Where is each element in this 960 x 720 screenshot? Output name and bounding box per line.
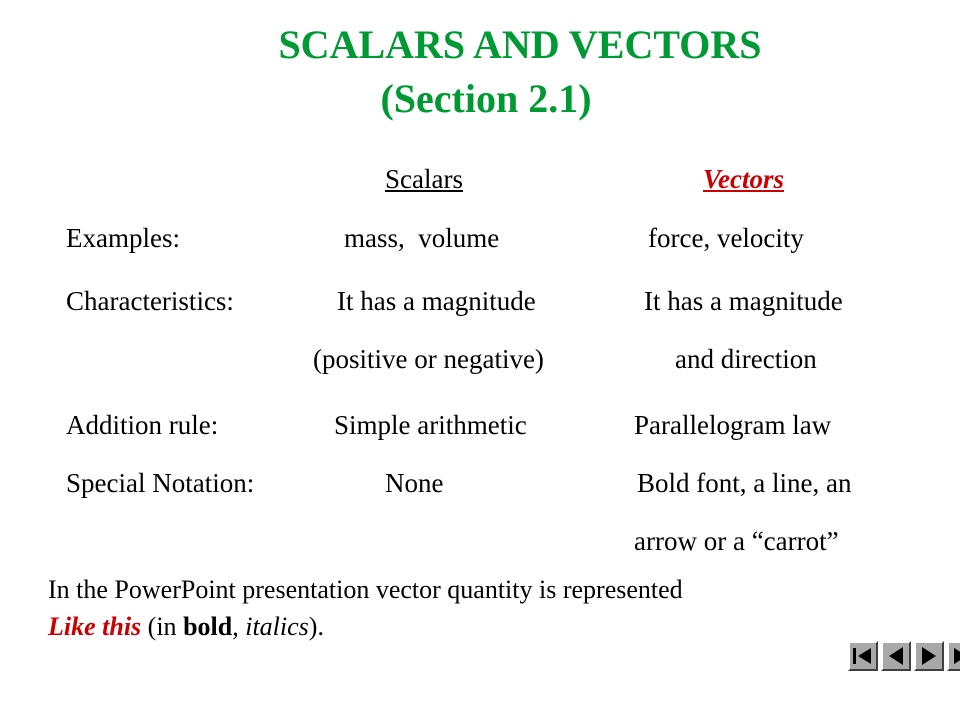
characteristics-vector-line1: It has a magnitude bbox=[644, 286, 843, 316]
characteristics-scalar-line1: It has a magnitude bbox=[337, 286, 536, 316]
addition-label: Addition rule: bbox=[66, 410, 219, 440]
slide-navigation bbox=[848, 641, 960, 671]
examples-scalar: mass, volume bbox=[344, 223, 500, 253]
examples-vector: force, velocity bbox=[648, 223, 804, 253]
addition-vector: Parallelogram law bbox=[634, 410, 832, 440]
characteristics-vector-line2: and direction bbox=[675, 344, 817, 374]
note-bold-word: bold bbox=[183, 612, 233, 641]
notation-vector-line1: Bold font, a line, an bbox=[637, 468, 852, 498]
section-subtitle: (Section 2.1) bbox=[380, 76, 592, 121]
notation-scalar: None bbox=[385, 468, 444, 498]
like-this-example: Like this bbox=[48, 612, 142, 641]
notation-vector-line2: arrow or a “carrot” bbox=[634, 526, 839, 556]
note-in-open: (in bbox=[141, 612, 184, 641]
last-icon bbox=[950, 645, 960, 667]
characteristics-label: Characteristics: bbox=[66, 286, 234, 316]
first-slide-button[interactable] bbox=[848, 641, 878, 671]
page-title: SCALARS AND VECTORS bbox=[278, 22, 762, 67]
note-comma: , bbox=[232, 612, 246, 641]
scalars-header: Scalars bbox=[385, 164, 463, 194]
previous-slide-button[interactable] bbox=[881, 641, 911, 671]
examples-label: Examples: bbox=[66, 223, 180, 253]
note-line2 bbox=[48, 612, 324, 642]
note-line1: In the PowerPoint presentation vector quantity is represented bbox=[48, 575, 683, 604]
vectors-header: Vectors bbox=[703, 164, 784, 194]
characteristics-scalar-line2: (positive or negative) bbox=[313, 344, 544, 374]
addition-scalar: Simple arithmetic bbox=[334, 410, 527, 440]
first-icon bbox=[851, 645, 875, 667]
notation-label: Special Notation: bbox=[66, 468, 255, 498]
previous-icon bbox=[884, 645, 908, 667]
next-slide-button[interactable] bbox=[914, 641, 944, 671]
note-italics-word: italics bbox=[245, 612, 309, 641]
note-close: ). bbox=[308, 612, 324, 641]
next-icon bbox=[917, 645, 941, 667]
last-slide-button[interactable] bbox=[947, 641, 960, 671]
